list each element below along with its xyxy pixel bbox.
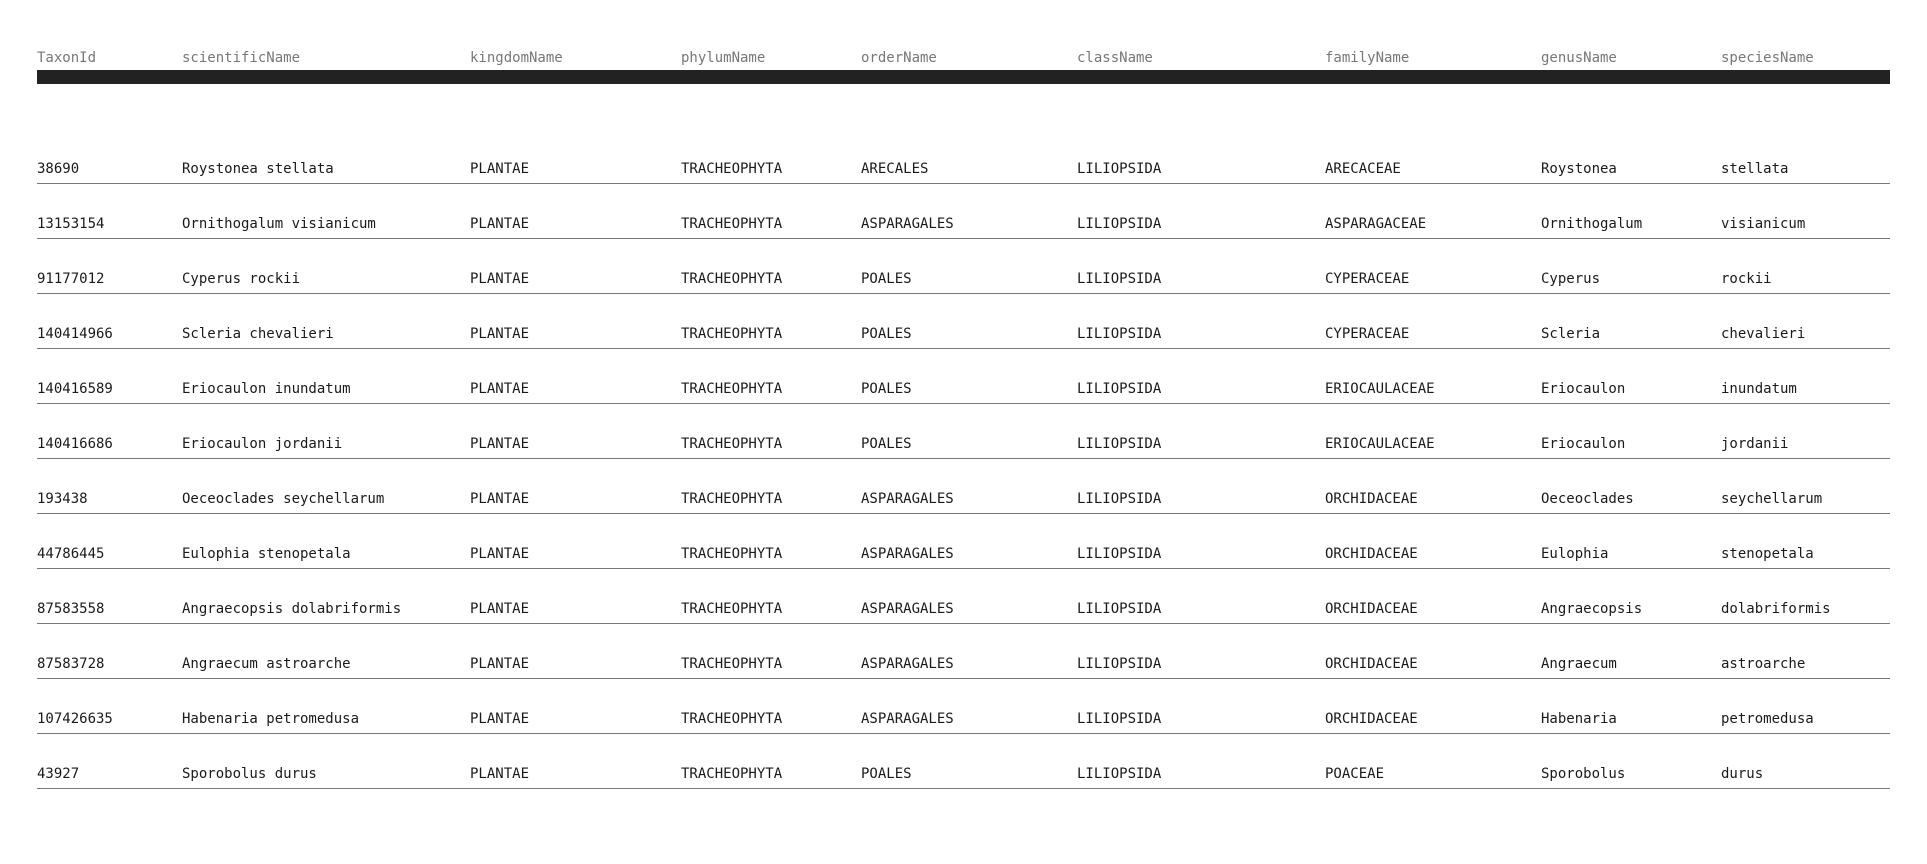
taxon-table [37, 0, 1890, 789]
cell-species-name: visianicum [1721, 216, 1806, 232]
cell-kingdom-name: PLANTAE [470, 161, 530, 177]
cell-order-name: POALES [861, 326, 912, 342]
cell-species-name: stenopetala [1721, 546, 1814, 562]
cell-scientific-name: Eriocaulon jordanii [182, 436, 343, 452]
cell-species-name: durus [1721, 766, 1764, 782]
table-row[interactable] [37, 734, 1890, 789]
cell-taxon-id: 91177012 [37, 271, 105, 287]
cell-kingdom-name: PLANTAE [470, 436, 530, 452]
cell-species-name: seychellarum [1721, 491, 1823, 507]
cell-genus-name: Cyperus [1541, 271, 1601, 287]
cell-order-name: ASPARAGALES [861, 601, 954, 617]
cell-kingdom-name: PLANTAE [470, 271, 530, 287]
cell-order-name: ASPARAGALES [861, 711, 954, 727]
cell-taxon-id: 140414966 [37, 326, 113, 342]
cell-class-name: LILIOPSIDA [1077, 491, 1162, 507]
cell-phylum-name: TRACHEOPHYTA [681, 326, 783, 342]
table-header [37, 0, 1890, 85]
table-row[interactable] [37, 679, 1890, 734]
cell-class-name: LILIOPSIDA [1077, 216, 1162, 232]
cell-genus-name: Eriocaulon [1541, 381, 1626, 397]
cell-taxon-id: 140416589 [37, 381, 113, 397]
cell-species-name: dolabriformis [1721, 601, 1831, 617]
cell-scientific-name: Angraecopsis dolabriformis [182, 601, 402, 617]
cell-order-name: ASPARAGALES [861, 546, 954, 562]
table-row[interactable] [37, 569, 1890, 624]
cell-genus-name: Angraecopsis [1541, 601, 1643, 617]
cell-family-name: ERIOCAULACEAE [1325, 381, 1435, 397]
cell-family-name: ASPARAGACEAE [1325, 216, 1427, 232]
cell-phylum-name: TRACHEOPHYTA [681, 546, 783, 562]
cell-genus-name: Sporobolus [1541, 766, 1626, 782]
cell-kingdom-name: PLANTAE [470, 711, 530, 727]
cell-scientific-name: Cyperus rockii [182, 271, 301, 287]
header-kingdom-name[interactable]: kingdomName [470, 50, 563, 66]
cell-scientific-name: Ornithogalum visianicum [182, 216, 376, 232]
cell-scientific-name: Scleria chevalieri [182, 326, 334, 342]
cell-taxon-id: 87583728 [37, 656, 105, 672]
cell-species-name: chevalieri [1721, 326, 1806, 342]
header-class-name[interactable]: className [1077, 50, 1153, 66]
cell-class-name: LILIOPSIDA [1077, 766, 1162, 782]
cell-order-name: POALES [861, 271, 912, 287]
cell-genus-name: Oeceoclades [1541, 491, 1634, 507]
cell-phylum-name: TRACHEOPHYTA [681, 711, 783, 727]
cell-species-name: petromedusa [1721, 711, 1814, 727]
cell-scientific-name: Eriocaulon inundatum [182, 381, 351, 397]
cell-taxon-id: 140416686 [37, 436, 113, 452]
cell-order-name: POALES [861, 436, 912, 452]
header-family-name[interactable]: familyName [1325, 50, 1410, 66]
cell-order-name: ARECALES [861, 161, 929, 177]
cell-taxon-id: 43927 [37, 766, 80, 782]
cell-phylum-name: TRACHEOPHYTA [681, 601, 783, 617]
cell-scientific-name: Roystonea stellata [182, 161, 334, 177]
cell-kingdom-name: PLANTAE [470, 601, 530, 617]
cell-species-name: stellata [1721, 161, 1789, 177]
cell-genus-name: Eriocaulon [1541, 436, 1626, 452]
cell-order-name: POALES [861, 381, 912, 397]
cell-phylum-name: TRACHEOPHYTA [681, 161, 783, 177]
cell-taxon-id: 13153154 [37, 216, 105, 232]
cell-kingdom-name: PLANTAE [470, 546, 530, 562]
cell-phylum-name: TRACHEOPHYTA [681, 436, 783, 452]
cell-phylum-name: TRACHEOPHYTA [681, 766, 783, 782]
cell-kingdom-name: PLANTAE [470, 766, 530, 782]
table-row[interactable] [37, 514, 1890, 569]
header-species-name[interactable]: speciesName [1721, 50, 1814, 66]
cell-order-name: POALES [861, 766, 912, 782]
cell-phylum-name: TRACHEOPHYTA [681, 381, 783, 397]
cell-species-name: inundatum [1721, 381, 1797, 397]
cell-phylum-name: TRACHEOPHYTA [681, 216, 783, 232]
table-body [37, 129, 1890, 789]
cell-taxon-id: 193438 [37, 491, 88, 507]
cell-scientific-name: Angraecum astroarche [182, 656, 351, 672]
cell-genus-name: Angraecum [1541, 656, 1617, 672]
cell-class-name: LILIOPSIDA [1077, 381, 1162, 397]
cell-family-name: ORCHIDACEAE [1325, 711, 1418, 727]
table-row[interactable] [37, 624, 1890, 679]
cell-class-name: LILIOPSIDA [1077, 546, 1162, 562]
cell-taxon-id: 44786445 [37, 546, 105, 562]
cell-genus-name: Habenaria [1541, 711, 1617, 727]
cell-family-name: ORCHIDACEAE [1325, 546, 1418, 562]
cell-phylum-name: TRACHEOPHYTA [681, 271, 783, 287]
cell-class-name: LILIOPSIDA [1077, 656, 1162, 672]
cell-scientific-name: Sporobolus durus [182, 766, 317, 782]
cell-taxon-id: 107426635 [37, 711, 113, 727]
cell-class-name: LILIOPSIDA [1077, 711, 1162, 727]
cell-family-name: ORCHIDACEAE [1325, 491, 1418, 507]
cell-taxon-id: 87583558 [37, 601, 105, 617]
cell-family-name: ORCHIDACEAE [1325, 601, 1418, 617]
cell-family-name: ERIOCAULACEAE [1325, 436, 1435, 452]
cell-genus-name: Eulophia [1541, 546, 1609, 562]
header-order-name[interactable]: orderName [861, 50, 937, 66]
cell-scientific-name: Oeceoclades seychellarum [182, 491, 385, 507]
header-scientific-name[interactable]: scientificName [182, 50, 301, 66]
cell-family-name: CYPERACEAE [1325, 326, 1410, 342]
cell-family-name: ARECACEAE [1325, 161, 1401, 177]
cell-class-name: LILIOPSIDA [1077, 326, 1162, 342]
cell-species-name: jordanii [1721, 436, 1789, 452]
cell-kingdom-name: PLANTAE [470, 381, 530, 397]
header-spacer [37, 85, 1890, 129]
table-row[interactable] [37, 184, 1890, 239]
table-row[interactable] [37, 129, 1890, 184]
table-row[interactable] [37, 404, 1890, 459]
header-genus-name[interactable]: genusName [1541, 50, 1617, 66]
cell-family-name: ORCHIDACEAE [1325, 656, 1418, 672]
cell-taxon-id: 38690 [37, 161, 80, 177]
cell-species-name: astroarche [1721, 656, 1806, 672]
header-taxon-id[interactable]: TaxonId [37, 50, 97, 66]
table-row[interactable] [37, 459, 1890, 514]
cell-family-name: CYPERACEAE [1325, 271, 1410, 287]
table-row[interactable] [37, 239, 1890, 294]
cell-scientific-name: Eulophia stenopetala [182, 546, 351, 562]
cell-genus-name: Scleria [1541, 326, 1601, 342]
header-phylum-name[interactable]: phylumName [681, 50, 766, 66]
cell-scientific-name: Habenaria petromedusa [182, 711, 360, 727]
cell-genus-name: Ornithogalum [1541, 216, 1643, 232]
cell-class-name: LILIOPSIDA [1077, 601, 1162, 617]
cell-class-name: LILIOPSIDA [1077, 161, 1162, 177]
cell-species-name: rockii [1721, 271, 1772, 287]
cell-kingdom-name: PLANTAE [470, 326, 530, 342]
cell-class-name: LILIOPSIDA [1077, 271, 1162, 287]
cell-order-name: ASPARAGALES [861, 656, 954, 672]
table-row[interactable] [37, 349, 1890, 404]
cell-order-name: ASPARAGALES [861, 491, 954, 507]
cell-phylum-name: TRACHEOPHYTA [681, 656, 783, 672]
cell-class-name: LILIOPSIDA [1077, 436, 1162, 452]
cell-order-name: ASPARAGALES [861, 216, 954, 232]
cell-kingdom-name: PLANTAE [470, 656, 530, 672]
cell-phylum-name: TRACHEOPHYTA [681, 491, 783, 507]
cell-family-name: POACEAE [1325, 766, 1385, 782]
cell-kingdom-name: PLANTAE [470, 216, 530, 232]
cell-genus-name: Roystonea [1541, 161, 1617, 177]
cell-kingdom-name: PLANTAE [470, 491, 530, 507]
table-row[interactable] [37, 294, 1890, 349]
header-divider [37, 70, 1890, 84]
